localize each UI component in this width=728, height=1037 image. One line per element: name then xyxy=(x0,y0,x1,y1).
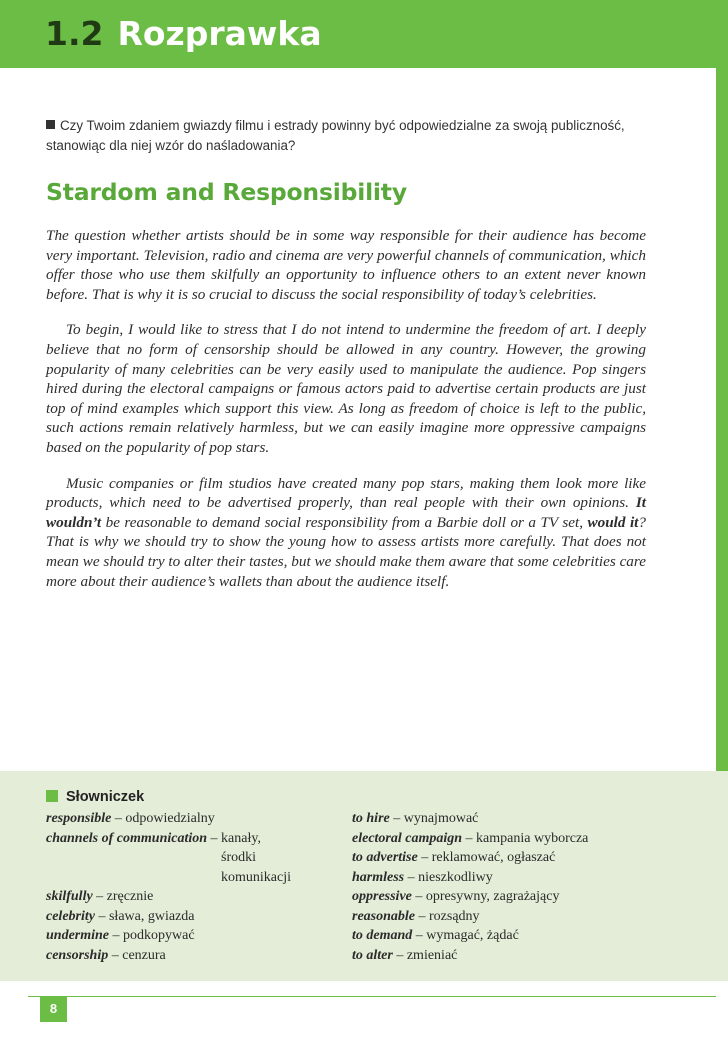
vocab-separator: – xyxy=(392,947,407,963)
vocab-term: to advertise xyxy=(352,850,418,865)
section-number: 1.2 xyxy=(45,14,104,53)
vocab-separator: – xyxy=(411,889,426,904)
vocab-term: celebrity xyxy=(46,908,95,924)
section-name: Rozprawka xyxy=(117,14,322,53)
task-question xyxy=(46,116,626,156)
vocab-entry xyxy=(46,926,346,946)
vocab-term: responsible xyxy=(46,811,112,826)
essay-paragraph-1: The question whether artists should be in some way responsible for their audience has become very important. Television, radio and cinema are very powerful channels of communication, which offer those who use them skilfully an opportunity to influence others to an extent never known before. That is why it is so crucial to discuss the social responsibility of today’s celebrities. xyxy=(46,227,646,303)
vocabulary-column-left xyxy=(46,809,346,965)
vocab-separator: – xyxy=(417,850,432,865)
footer-divider xyxy=(28,996,716,997)
vocab-separator: – xyxy=(415,908,429,924)
vocab-term: skilfully xyxy=(46,889,93,904)
vocab-definition: opresywny, zagrażający xyxy=(425,889,560,904)
page-number: 8 xyxy=(40,996,67,1022)
vocabulary-heading-text: Słowniczek xyxy=(66,789,145,805)
vocab-separator: – xyxy=(94,908,109,924)
vocab-separator: – xyxy=(111,811,126,826)
vocab-separator: – xyxy=(108,947,123,963)
vocab-entry xyxy=(46,829,346,888)
article-title: Stardom and Responsibility xyxy=(46,178,407,206)
essay-p3-emphasis-b: would it xyxy=(587,513,639,531)
vocab-separator: – xyxy=(404,869,419,885)
vocab-definition: reklamować, ogłaszać xyxy=(431,850,556,865)
vocab-term: to demand xyxy=(352,928,413,943)
vocab-term: undermine xyxy=(46,928,110,943)
vocab-term: channels of communication xyxy=(46,830,208,846)
question-text: Czy Twoim zdaniem gwiazdy filmu i estrady powinny być odpowiedzialne za swoją publiczność, stanowiąc dla niej wzór do naśladowania? xyxy=(46,118,625,153)
vocab-definition: rozsądny xyxy=(429,908,480,924)
green-square-icon xyxy=(46,790,58,802)
vocabulary-heading xyxy=(46,789,144,805)
vocab-entry xyxy=(352,946,712,966)
vocab-definition: cenzura xyxy=(122,947,166,963)
vocab-separator: – xyxy=(207,830,222,846)
vocab-entry xyxy=(46,907,346,927)
vocab-term: harmless xyxy=(352,869,405,885)
square-bullet-icon xyxy=(46,120,55,129)
essay-paragraph-3 xyxy=(46,474,646,592)
essay-p3-text-a: Music companies or film studios have created many pop stars, making them look more like products, which need to be advertised properly, than real people with their own opinions. xyxy=(46,474,646,512)
vocab-entry xyxy=(352,926,712,946)
vocab-entry xyxy=(352,809,712,829)
vocab-separator: – xyxy=(412,928,427,943)
vocab-definition: podkopywać xyxy=(123,928,195,943)
essay-p3-emphasis-a: It wouldn’t xyxy=(46,494,646,531)
vocab-term: censorship xyxy=(46,947,109,963)
vocab-definition: nieszkodliwy xyxy=(418,869,493,885)
vocab-separator: – xyxy=(92,889,107,904)
section-title xyxy=(45,14,322,54)
vocab-separator: – xyxy=(462,830,477,846)
vocab-entry xyxy=(352,887,712,907)
vocab-term: to alter xyxy=(352,947,393,963)
vocab-term: reasonable xyxy=(352,908,415,924)
essay-p3-text-c: ? That is why we should try to show the young how to assess artists more carefully. That does not mean we should try to alter their tastes, but we should make them aware that some celebrities care more about their audience’s wallets than about the audience itself. xyxy=(46,513,646,590)
vocab-term: oppressive xyxy=(352,889,412,904)
vocab-separator: – xyxy=(109,928,124,943)
vocab-term: electoral campaign xyxy=(352,830,463,846)
vocab-definition: zręcznie xyxy=(106,889,154,904)
vocab-definition: wymagać, żądać xyxy=(426,928,519,943)
vocab-entry xyxy=(352,829,712,849)
vocab-definition: kampania wyborcza xyxy=(476,830,589,846)
vocab-definition: sława, gwiazda xyxy=(108,908,195,924)
essay-paragraph-2: To begin, I would like to stress that I do not intend to undermine the freedom of art. I deeply believe that no form of censorship should be allowed in any country. However, the growing popularity of many celebrities can be very easily used to manipulate the audience. Pop singers hired during the electoral campaigns or famous actors paid to advertise certain products are just top of mind examples which support this view. As long as freedom of choice is left to the public, such actions remain relatively harmless, but we can easily imagine more oppressive campaigns based on the popularity of pop stars. xyxy=(46,321,646,456)
vocabulary-column-right xyxy=(352,809,712,965)
vocab-definition: wynajmować xyxy=(403,811,479,826)
vocab-definition: kanały, środki komunikacji xyxy=(221,830,292,885)
vocab-entry xyxy=(352,907,712,927)
vocab-entry xyxy=(46,809,346,829)
page-edge-strip xyxy=(716,0,728,780)
vocab-term: to hire xyxy=(352,811,390,826)
essay-p3-text-b: be reasonable to demand social responsibility from a Barbie doll or a TV set, xyxy=(101,513,588,531)
vocab-entry xyxy=(352,868,712,888)
vocab-definition: zmieniać xyxy=(406,947,458,963)
vocab-separator: – xyxy=(389,811,404,826)
vocab-entry xyxy=(352,848,712,868)
vocab-entry xyxy=(46,946,346,966)
essay-body xyxy=(46,226,646,607)
vocab-entry xyxy=(46,887,346,907)
vocab-definition: odpowiedzialny xyxy=(125,811,215,826)
